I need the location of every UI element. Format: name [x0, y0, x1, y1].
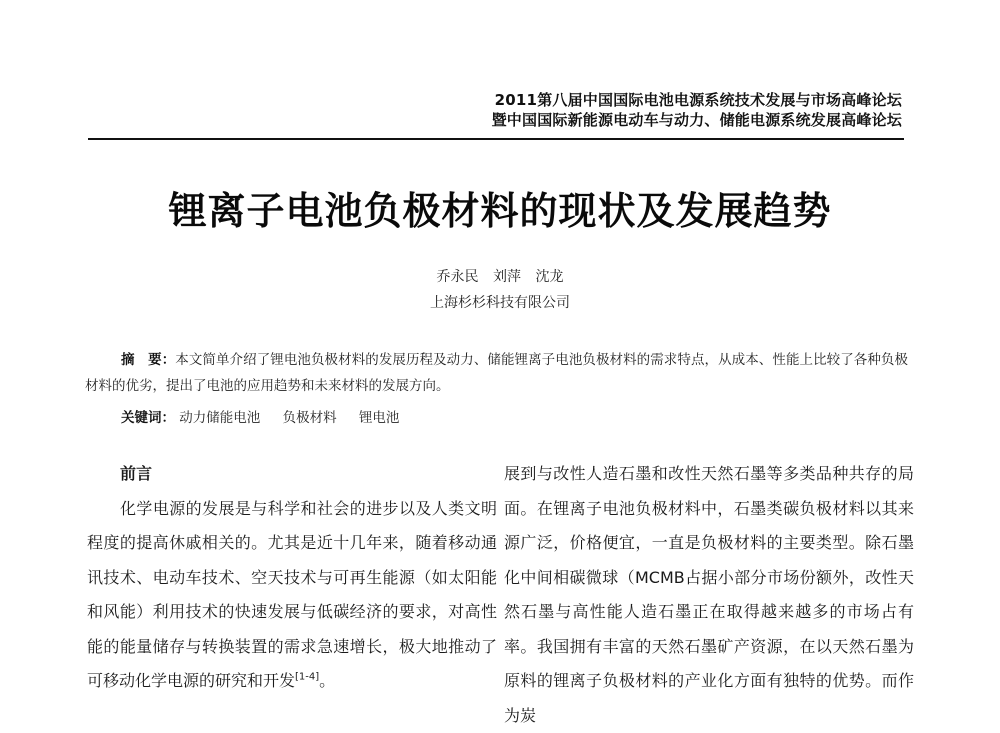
author-list — [0, 266, 1000, 286]
body-paragraph: 展到与改性人造石墨和改性天然石墨等多类品种共存的局面。在锂离子电池负极材料中，石墨类碳负极材料以其来源广泛，价格便宜，一直是负极材料的主要类型。除石墨化中间相碳微球（MCMB占据小部分市场份额外，改性天然石墨与高性能人造石墨正在取得越来越多的市场占有率。我国拥有丰富的天然石墨矿产资源，在以天然石墨为原料的锂离子负极材料的产业化方面有独特的优势。而作为炭 — [504, 464, 914, 725]
abstract-text: 本文简单介绍了锂电池负极材料的发展历程及动力、储能锂离子电池负极材料的需求特点，从成本、性能上比较了各种负极材料的优劣，提出了电池的应用趋势和未来材料的发展方向。 — [85, 352, 908, 394]
header-rule — [88, 138, 904, 140]
author: 乔永民 — [436, 269, 479, 285]
section-title: 前言 — [120, 464, 153, 483]
paper-title: 锂离子电池负极材料的现状及发展趋势 — [168, 188, 832, 233]
keywords — [121, 406, 417, 426]
affiliation: 上海杉杉科技有限公司 — [430, 295, 570, 311]
keywords-label: 关键词： — [121, 410, 175, 426]
abstract-label: 摘 要： — [121, 352, 176, 368]
paragraph-end: 。 — [319, 671, 336, 690]
keyword: 锂电池 — [358, 410, 400, 426]
author: 刘萍 — [493, 269, 521, 285]
body-paragraph — [87, 492, 497, 699]
keyword: 动力储能电池 — [179, 410, 261, 426]
conference-line-2: 暨中国国际新能源电动车与动力、储能电源系统发展高峰论坛 — [491, 111, 902, 129]
paragraph-text: 化学电源的发展是与科学和社会的进步以及人类文明程度的提高休戚相关的。尤其是近十几年来，随着移动通讯技术、电动车技术、空天技术与可再生能源（如太阳能和风能）利用技术的快速发展与低碳经济的要求，对高性能的能量储存与转换装置的需求急速增长，极大地推动了可移动化学电源的研究和开发 — [87, 498, 497, 690]
citation: [1-4] — [295, 671, 320, 683]
keyword: 负极材料 — [282, 410, 337, 426]
conference-header — [492, 90, 902, 130]
body-column-left — [87, 457, 497, 699]
conference-line-1: 2011第八届中国国际电池电源系统技术发展与市场高峰论坛 — [494, 91, 902, 109]
body-column-right — [504, 457, 914, 733]
author: 沈龙 — [535, 269, 564, 285]
abstract — [85, 347, 908, 399]
